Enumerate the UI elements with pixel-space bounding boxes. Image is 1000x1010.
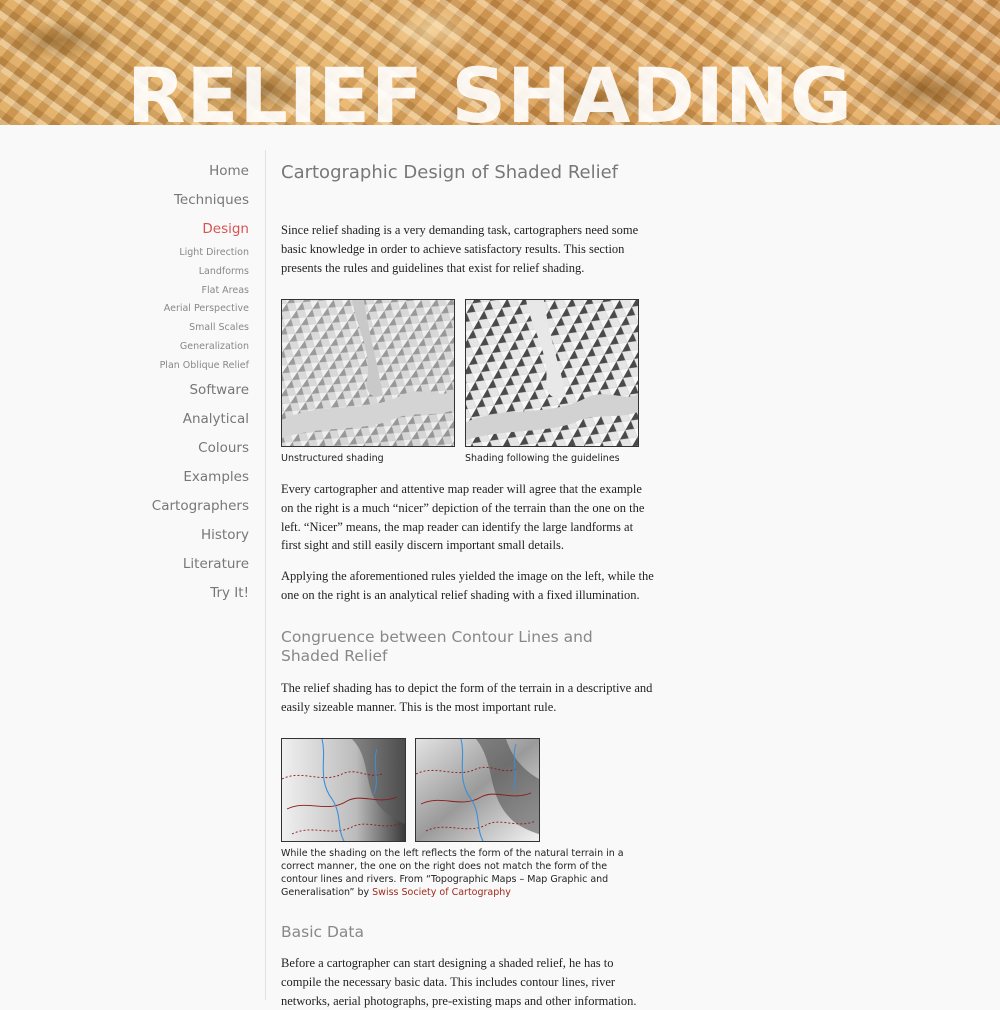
nav-item-home[interactable]: Home [209, 163, 249, 179]
nav-item-cartographers[interactable]: Cartographers [151, 497, 249, 514]
unstructured-shading-image [281, 299, 455, 447]
nav-item-analytical[interactable]: Analytical [182, 410, 249, 427]
nav-subitem-small-scales[interactable]: Small Scales [189, 322, 249, 334]
section-title-congruence: Congruence between Contour Lines and Shaded Relief [281, 628, 593, 665]
nav-item-colours[interactable]: Colours [198, 439, 249, 456]
nav-subitem-landforms[interactable]: Landforms [198, 265, 249, 277]
page-title: Cartographic Design of Shaded Relief [281, 162, 619, 183]
guideline-shading-image [465, 299, 639, 447]
rules-paragraph: Applying the aforementioned rules yielded the image on the left, while the one on the right is an analytical relief shading with a fixed illumination. [281, 569, 654, 602]
section-title-basic-data: Basic Data [281, 923, 364, 941]
nav-item-examples[interactable]: Examples [183, 468, 249, 485]
intro-paragraph: Since relief shading is a very demanding task, cartographers need some basic knowledge in order to achieve satisfactory results. This section presents the rules and guidelines that exist for relief shading. [281, 223, 639, 275]
sidebar-nav [0, 150, 266, 1000]
nav-subitem-light-direction[interactable]: Light Direction [179, 247, 249, 258]
figure-caption-contours [281, 847, 641, 899]
comparison-paragraph: Every cartographer and attentive map reader will agree that the example on the right is a much “nicer” depiction of the terrain than the one on the left. “Nicer” means, the map reader can identify the large landforms at first sight and still easily discern important small details. [281, 482, 645, 553]
nav-item-techniques[interactable]: Techniques [173, 192, 249, 208]
swiss-society-link[interactable]: Swiss Society of Cartography [372, 887, 511, 898]
basic-data-paragraph: Before a cartographer can start designing a shaded relief, he has to compile the necessary basic data. This includes contour lines, river networks, aerial photographs, pre-existing maps and other information. [281, 956, 637, 1008]
incorrect-shading-contour-image [415, 738, 540, 842]
figure-caption-right: Shading following the guidelines [465, 453, 620, 464]
figure-caption-text: While the shading on the left reflects the form of the natural terrain in a correct manner, the one on the right does not match the form of the contour lines and rivers. From “Topographic Maps – Map Graphic and Generalisation” by [281, 848, 624, 898]
nav-subitem-aerial-perspective[interactable]: Aerial Perspective [163, 303, 249, 315]
nav-item-literature[interactable]: Literature [182, 555, 249, 572]
nav-subitem-generalization[interactable]: Generalization [179, 340, 249, 352]
nav-subitem-flat-areas[interactable]: Flat Areas [201, 284, 249, 296]
nav-item-software[interactable]: Software [189, 381, 249, 398]
nav-item-history[interactable]: History [200, 526, 249, 543]
congruence-paragraph: The relief shading has to depict the form of the terrain in a descriptive and easily sizeable manner. This is the most important rule. [281, 681, 653, 714]
nav-item-try-it[interactable]: Try It! [210, 584, 249, 601]
header-banner [0, 0, 1000, 125]
site-title[interactable]: RELIEF SHADING [127, 51, 853, 125]
nav-item-design[interactable]: Design [202, 221, 249, 237]
correct-shading-contour-image [281, 738, 406, 842]
nav-subitem-plan-oblique-relief[interactable]: Plan Oblique Relief [159, 359, 249, 371]
figure-caption-left: Unstructured shading [281, 453, 384, 464]
